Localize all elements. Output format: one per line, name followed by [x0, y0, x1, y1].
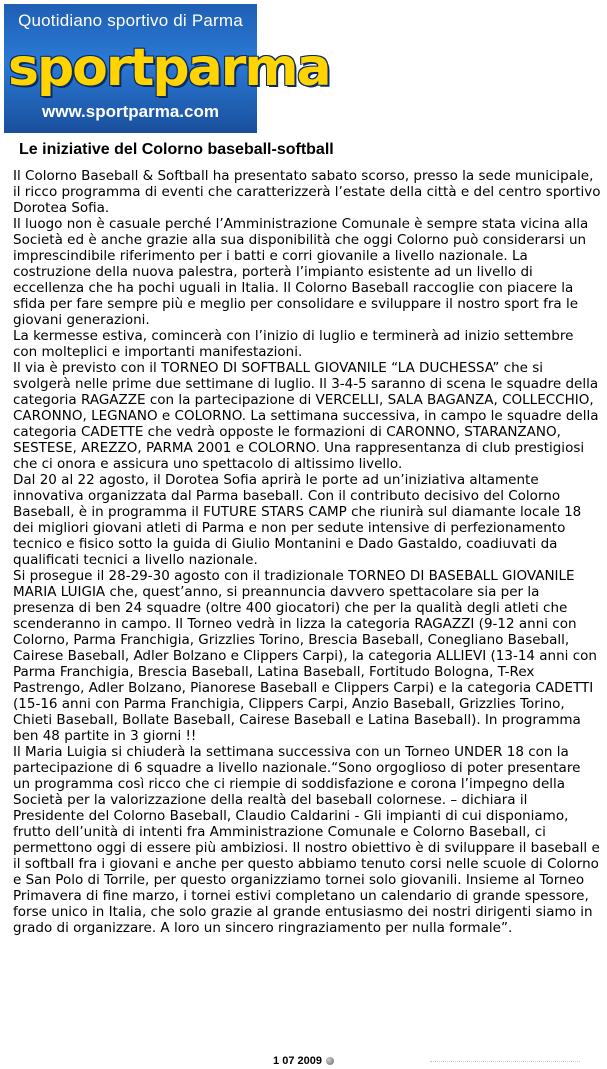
article-paragraph: Il Colorno Baseball & Softball ha presentato sabato scorso, presso la sede municipale, il ricco programma di eventi che caratterizzerà l’estate della città e del centro sportivo Dorotea Sofia. — [13, 168, 601, 216]
article-paragraph: Si prosegue il 28-29-30 agosto con il tradizionale TORNEO DI BASEBALL GIOVANILE MARIA LUIGIA che, quest’anno, si preannuncia davvero spettacolare sia per la presenza di ben 24 squadre (oltre 400 giocatori) che per la qualità degli atleti che scenderanno in campo. Il Torneo vedrà in lizza la categoria RAGAZZI (9-12 anni con Colorno, Parma Franchigia, Grizzlies Torino, Brescia Baseball, Conegliano Baseball, Cairese Baseball, Adler Bolzano e Clippers Carpi), la categoria ALLIEVI (13-14 anni con Parma Franchigia, Brescia Baseball, Latina Baseball, Fortitudo Bologna, T-Rex Pastrengo, Adler Bolzano, Pianorese Baseball e Clippers Carpi) e la categoria CADETTI (15-16 anni con Parma Franchigia, Clippers Carpi, Anzio Baseball, Grizzlies Torino, Chieti Baseball, Bollate Baseball, Cairese Baseball e Latina Baseball). In programma ben 48 partite in 3 giorni !! — [13, 568, 597, 744]
page-footer — [0, 1054, 607, 1068]
logo-brand: sportparma — [8, 38, 330, 98]
article-paragraph: Il via è previsto con il TORNEO DI SOFTBALL GIOVANILE “LA DUCHESSA” che si svolgerà nelle prime due settimane di luglio. Il 3-4-5 saranno di scena le squadre della categoria RAGAZZE con la partecipazione di VERCELLI, SALA BAGANZA, COLLECCHIO, CARONNO, LEGNANO e COLORNO. La settimana successiva, in campo le squadre della categoria CADETTE che vedrà opposte le formazioni di CARONNO, STARANZANO, SESTESE, AREZZO, PARMA 2001 e COLORNO. Una rappresentanza di club prestigiosi che ci onora e assicura uno spettacolo di altissimo livello. — [13, 360, 599, 472]
article-paragraph: Il luogo non è casuale perché l’Amministrazione Comunale è sempre stata vicina alla Società ed è anche grazie alla sua disponibilità che oggi Colorno può considerarsi un imprescindibile riferimento per i batti e corri giovanile a livello nazionale. La costruzione della nuova palestra, porterà l’impianto esistente ad un livello di eccellenza che ha pochi uguali in Italia. Il Colorno Baseball raccoglie con piacere la sfida per fare sempre più e meglio per consolidare e sviluppare il nostro sport fra le giovani generazioni. — [13, 216, 589, 328]
bullet-icon — [326, 1057, 334, 1065]
logo-url: www.sportparma.com — [42, 102, 219, 121]
article-title: Le iniziative del Colorno baseball-softball — [19, 141, 334, 158]
logo-tagline: Quotidiano sportivo di Parma — [18, 11, 243, 30]
sportparma-logo — [4, 4, 330, 133]
article-paragraph: Il Maria Luigia si chiuderà la settimana successiva con un Torneo UNDER 18 con la partecipazione di 6 squadre a livello nazionale.“Sono orgoglioso di poter presentare un programma così ricco che ci riempie di soddisfazione e corona l’impegno della Società per la valorizzazione della realtà del baseball colornese. – dichiara il Presidente del Colorno Baseball, Claudio Caldarini - Gli impianti di cui disponiamo, frutto dell’unità di intenti fra Amministrazione Comunale e Colorno Baseball, ci permettono oggi di essere più ambiziosi. Il nostro obiettivo è di sviluppare il baseball e il softball fra i giovani e anche per questo abbiamo tenuto corsi nelle scuole di Colorno e San Polo di Torrile, per questo organizziamo tornei solo giovanili. Insieme al Torneo Primavera di fine marzo, i tornei estivi completano un calendario di grande spessore, forse unico in Italia, che solo grazie al grande entusiasmo dei nostri dirigenti siamo in grado di organizzare. A loro un sincero ringraziamento per nulla formale”. — [13, 744, 600, 936]
article-paragraph: La kermesse estiva, comincerà con l’inizio di luglio e terminerà ad inizio settembre con molteplici e importanti manifestazioni. — [13, 328, 574, 360]
footer-divider — [430, 1061, 580, 1062]
article-body — [13, 168, 601, 936]
footer-date: 1 07 2009 — [273, 1055, 322, 1067]
article-paragraph: Dal 20 al 22 agosto, il Dorotea Sofia aprirà le porte ad un’iniziativa altamente innovativa organizzata dal Parma baseball. Con il contributo decisivo del Colorno Baseball, è in programma il FUTURE STARS CAMP che riunirà sul diamante locale 18 dei migliori giovani atleti di Parma e non per sedute intensive di perfezionamento tecnico e fisico sotto la guida di Giulio Montanini e Dado Gastaldo, coadiuvati da qualificati tecnici a livello nazionale. — [13, 472, 582, 568]
